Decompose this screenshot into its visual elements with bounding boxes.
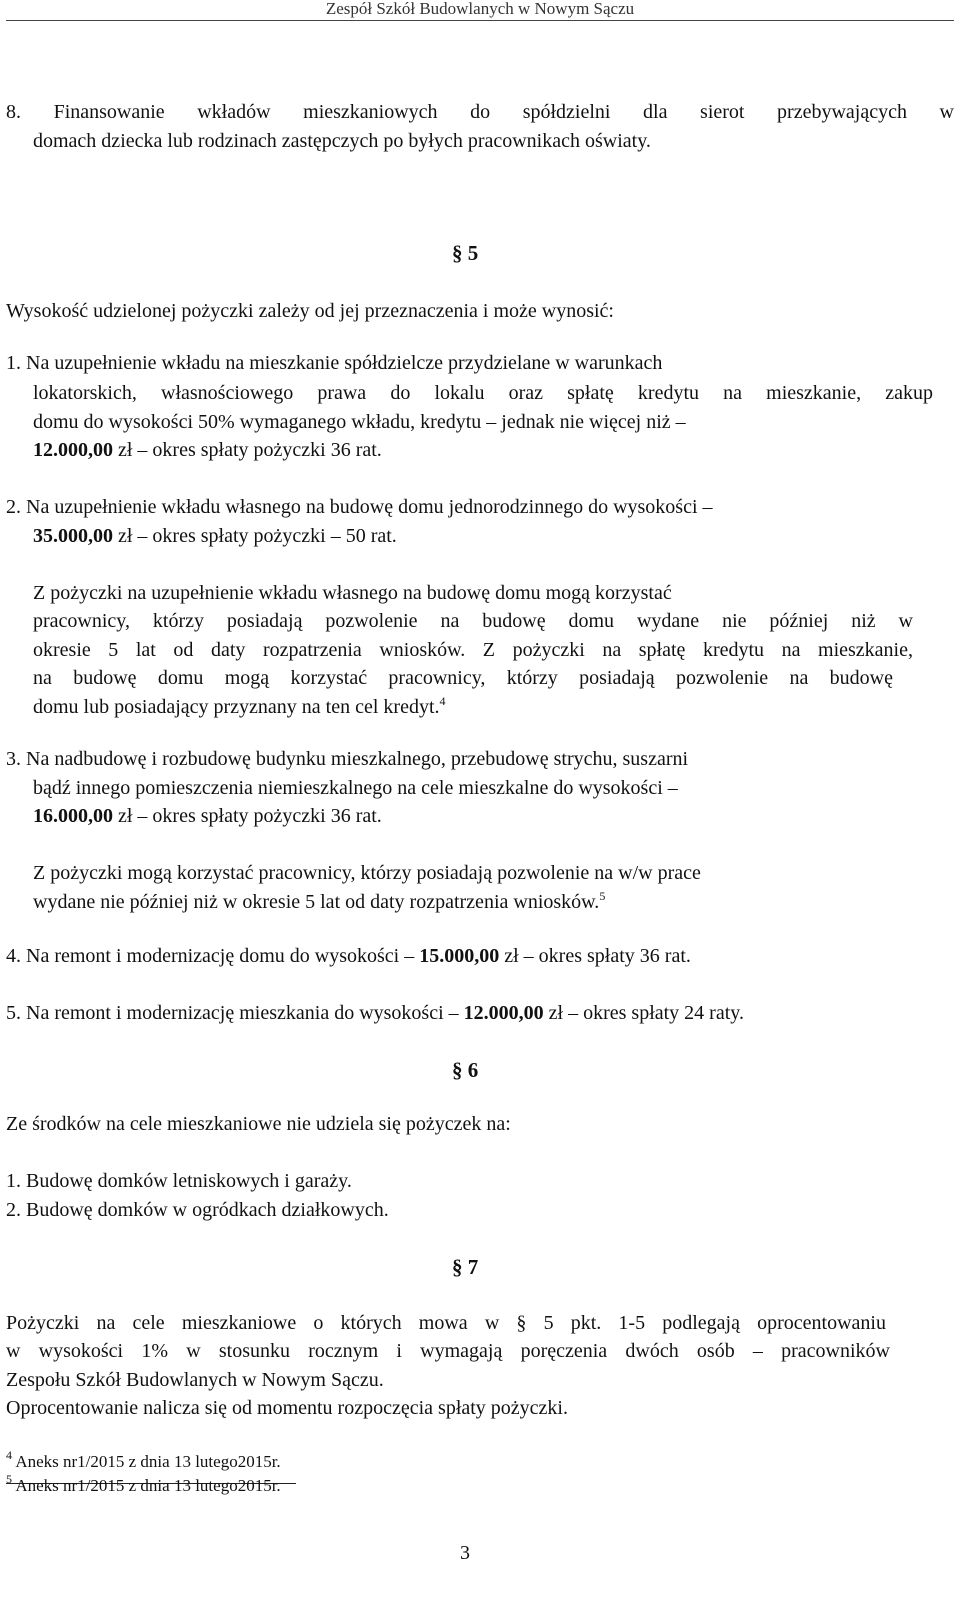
s5-item1-line1: 1. Na uzupełnienie wkładu na mieszkanie spółdzielcze przydzielane w warunkach <box>6 352 663 374</box>
s5-item3-line2: bądź innego pomieszczenia niemieszkalnego na cele mieszkalne do wysokości – <box>33 777 678 799</box>
s7-line1: Pożyczki na cele mieszkaniowe o których mowa w § 5 pkt. 1-5 podlegają oprocentowaniu <box>6 1312 886 1334</box>
s5-item1-line2: lokatorskich, własnościowego prawa do lokalu oraz spłatę kredytu na mieszkanie, zakup <box>33 382 933 404</box>
s5-item1-amount: 12.000,00 <box>33 439 113 461</box>
s7-line2: w wysokości 1% w stosunku rocznym i wymagają poręczenia dwóch osób – pracowników <box>6 1340 890 1362</box>
s7-line4: Oprocentowanie nalicza się od momentu rozpoczęcia spłaty pożyczki. <box>6 1397 568 1419</box>
page-header: Zespół Szkół Budowlanych w Nowym Sączu <box>325 0 635 18</box>
footnote-5-text: Aneks nr1/2015 z dnia 13 lutego2015r. <box>15 1476 281 1495</box>
s5-note1-line5 <box>33 694 446 718</box>
section-5-intro: Wysokość udzielonej pożyczki zależy od jej przeznaczenia i może wynosić: <box>6 300 614 322</box>
s5-item5-pre: 5. Na remont i modernizację mieszkania do wysokości – <box>6 1002 464 1024</box>
s5-item5-amount: 12.000,00 <box>463 1002 544 1024</box>
s5-note1-line2: pracownicy, którzy posiadają pozwolenie na budowę domu wydane nie później niż w <box>33 610 913 632</box>
s5-item3-amount: 16.000,00 <box>33 805 113 827</box>
s5-item1-line4 <box>33 440 382 460</box>
s5-item4-rest: zł – okres spłaty 36 rat. <box>499 945 691 967</box>
p8-line1: 8. Finansowanie wkładów mieszkaniowych do spółdzielni dla sierot przebywających w <box>6 101 954 123</box>
s5-item3-rest: zł – okres spłaty pożyczki 36 rat. <box>113 805 382 827</box>
s5-item4 <box>6 946 691 966</box>
section-6-intro: Ze środków na cele mieszkaniowe nie udziela się pożyczek na: <box>6 1113 511 1135</box>
s5-item1-rest: zł – okres spłaty pożyczki 36 rat. <box>113 439 382 461</box>
s5-item2-line1: 2. Na uzupełnienie wkładu własnego na budowę domu jednorodzinnego do wysokości – <box>6 496 713 518</box>
s6-item2: 2. Budowę domków w ogródkach działkowych. <box>6 1199 389 1221</box>
footnote-5 <box>6 1472 281 1495</box>
header-divider <box>6 20 954 21</box>
s5-item2-line2 <box>33 526 397 546</box>
footnote-5-number: 5 <box>6 1472 12 1486</box>
footnote-ref-5: 5 <box>599 889 606 903</box>
s5-item3-line3 <box>33 806 382 826</box>
s5-item2-rest: zł – okres spłaty pożyczki – 50 rat. <box>113 525 397 547</box>
section-7-heading: § 7 <box>452 1255 479 1279</box>
s5-item4-pre: 4. Na remont i modernizację domu do wysokości – <box>6 945 420 967</box>
footnote-ref-4: 4 <box>439 694 446 708</box>
s5-item4-amount: 15.000,00 <box>419 945 500 967</box>
s5-note2-text: wydane nie później niż w okresie 5 lat od daty rozpatrzenia wniosków. <box>33 891 600 913</box>
footnote-4-number: 4 <box>6 1448 12 1462</box>
s5-item2-amount: 35.000,00 <box>33 525 113 547</box>
footnote-4-text: Aneks nr1/2015 z dnia 13 lutego2015r. <box>15 1452 281 1471</box>
s7-line3: Zespołu Szkół Budowlanych w Nowym Sączu. <box>6 1369 384 1391</box>
s5-note2-line2 <box>33 889 606 913</box>
section-5-heading: § 5 <box>452 241 479 265</box>
footnote-4 <box>6 1448 281 1471</box>
section-6-heading: § 6 <box>452 1058 479 1082</box>
s5-note2-line1: Z pożyczki mogą korzystać pracownicy, którzy posiadają pozwolenie na w/w prace <box>33 862 701 884</box>
s5-note1-line1: Z pożyczki na uzupełnienie wkładu własnego na budowę domu mogą korzystać <box>33 582 672 604</box>
s5-item3-line1: 3. Na nadbudowę i rozbudowę budynku mieszkalnego, przebudowę strychu, suszarni <box>6 748 689 770</box>
p8-line2: domach dziecka lub rodzinach zastępczych po byłych pracownikach oświaty. <box>33 130 651 152</box>
s5-item5-rest: zł – okres spłaty 24 raty. <box>543 1002 744 1024</box>
s5-note1-text: domu lub posiadający przyznany na ten cel kredyt. <box>33 696 440 718</box>
page-number: 3 <box>460 1542 470 1564</box>
s5-item5 <box>6 1003 744 1023</box>
s5-note1-line4: na budowę domu mogą korzystać pracownicy, którzy posiadają pozwolenie na budowę <box>33 667 893 689</box>
s6-item1: 1. Budowę domków letniskowych i garaży. <box>6 1170 352 1192</box>
s5-item1-line3: domu do wysokości 50% wymaganego wkładu, kredytu – jednak nie więcej niż – <box>33 411 686 433</box>
s5-note1-line3: okresie 5 lat od daty rozpatrzenia wniosków. Z pożyczki na spłatę kredytu na mieszkanie, <box>33 639 913 661</box>
